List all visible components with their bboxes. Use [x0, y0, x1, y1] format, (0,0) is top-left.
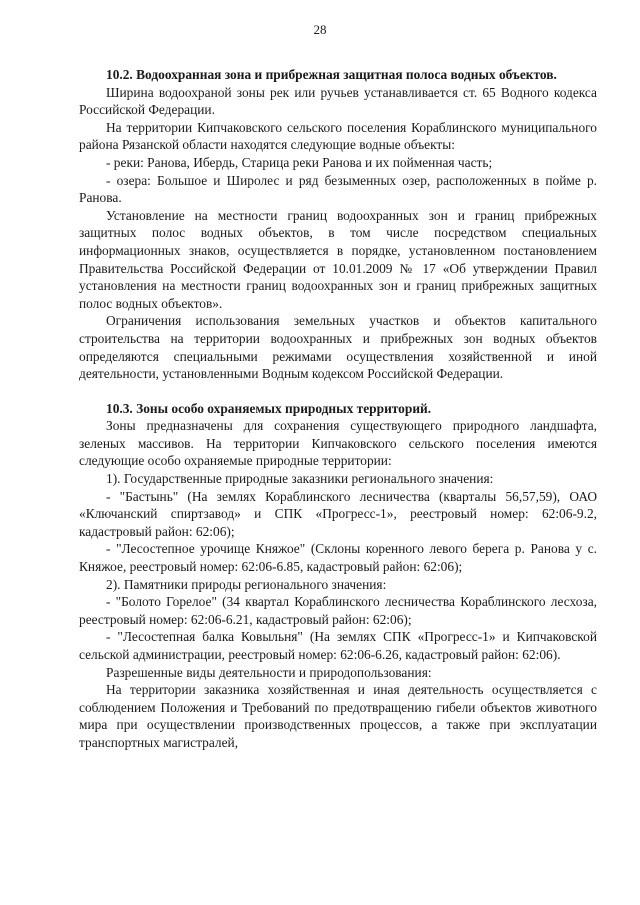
list-item-kovylnya: - "Лесостепная балка Ковыльня" (На землях СПК «Прогресс-1» и Кипчаковской сельской администрации, реестровый номер: 62:06-6.26, кадастровый район: 62:06).: [79, 629, 597, 662]
section-spacer: [79, 383, 597, 400]
paragraph: На территории Кипчаковского сельского поселения Кораблинского муниципального района Рязанской области находятся следующие водные объекты:: [79, 119, 597, 153]
section-heading-protected-areas: 10.3. Зоны особо охраняемых природных территорий.: [106, 400, 432, 416]
paragraph: Ширина водоохраной зоны рек или ручьев устанавливается ст. 65 Водного кодекса Российской Федерации.: [79, 84, 597, 118]
list-item-knyazhoe: - "Лесостепное урочище Княжое" (Склоны коренного левого берега р. Ранова у с. Княжое, реестровый номер: 62:06-6.85, кадастровый район: 62:06);: [79, 541, 597, 575]
paragraph: Зоны предназначены для сохранения существующего природного ландшафта, зеленых массивов. На территории Кипчаковского сельского поселения имеются следующие особо охраняемые природные территории:: [79, 418, 597, 469]
list-heading-monuments: 2). Памятники природы регионального значения:: [106, 576, 387, 592]
section-heading-water-zone: 10.2. Водоохранная зона и прибрежная защитная полоса водных объектов.: [106, 67, 557, 82]
list-item-goreloe: - "Болото Горелое" (34 квартал Кораблинского лесничества Кораблинского лесхоза, реестровый номер: 62:06-6.21, кадастровый район: 62:06);: [79, 594, 597, 627]
list-item-bastyn: - "Бастынь" (На землях Кораблинского лесничества (кварталы 56,57,59), ОАО «Ключанский спиртзавод» и СПК «Прогресс-1», реестровый номер: 62:06-9.2, кадастровый район: 62:06);: [79, 488, 597, 539]
document-body: [79, 66, 597, 752]
list-item-lakes: - озера: Большое и Широлес и ряд безыменных озер, расположенных в пойме р. Ранова.: [79, 172, 597, 206]
paragraph: Установление на местности границ водоохранных зон и границ прибрежных защитных полос водных объектов, в том числе посредством специальных информационных знаков, осуществляется в порядке, установленном постановлением Правительства Российской Федерации от 10.01.2009 № 17 «Об утверждении Правил установления на местности границ водоохранных зон и границ прибрежных защитных полос водных объектов».: [79, 207, 597, 311]
paragraph: Ограничения использования земельных участков и объектов капитального строительства на территории водоохранных и прибрежных зон водных объектов определяются специальными режимами осуществления хозяйственной и иной деятельности, установленными Водным кодексом Российской Федерации.: [79, 313, 597, 382]
list-item-rivers: - реки: Ранова, Ибердь, Старица реки Ранова и их пойменная часть;: [106, 154, 493, 170]
paragraph: На территории заказника хозяйственная и иная деятельность осуществляется с соблюдением Положения и Требований по предотвращению гибели объектов животного мира при осуществлении производственных процессов, а также при эксплуатации транспортных магистралей,: [79, 682, 597, 750]
paragraph: Разрешенные виды деятельности и природопользования:: [106, 664, 432, 680]
page-number: 28: [313, 22, 327, 37]
list-heading-reserves: 1). Государственные природные заказники регионального значения:: [106, 471, 494, 487]
